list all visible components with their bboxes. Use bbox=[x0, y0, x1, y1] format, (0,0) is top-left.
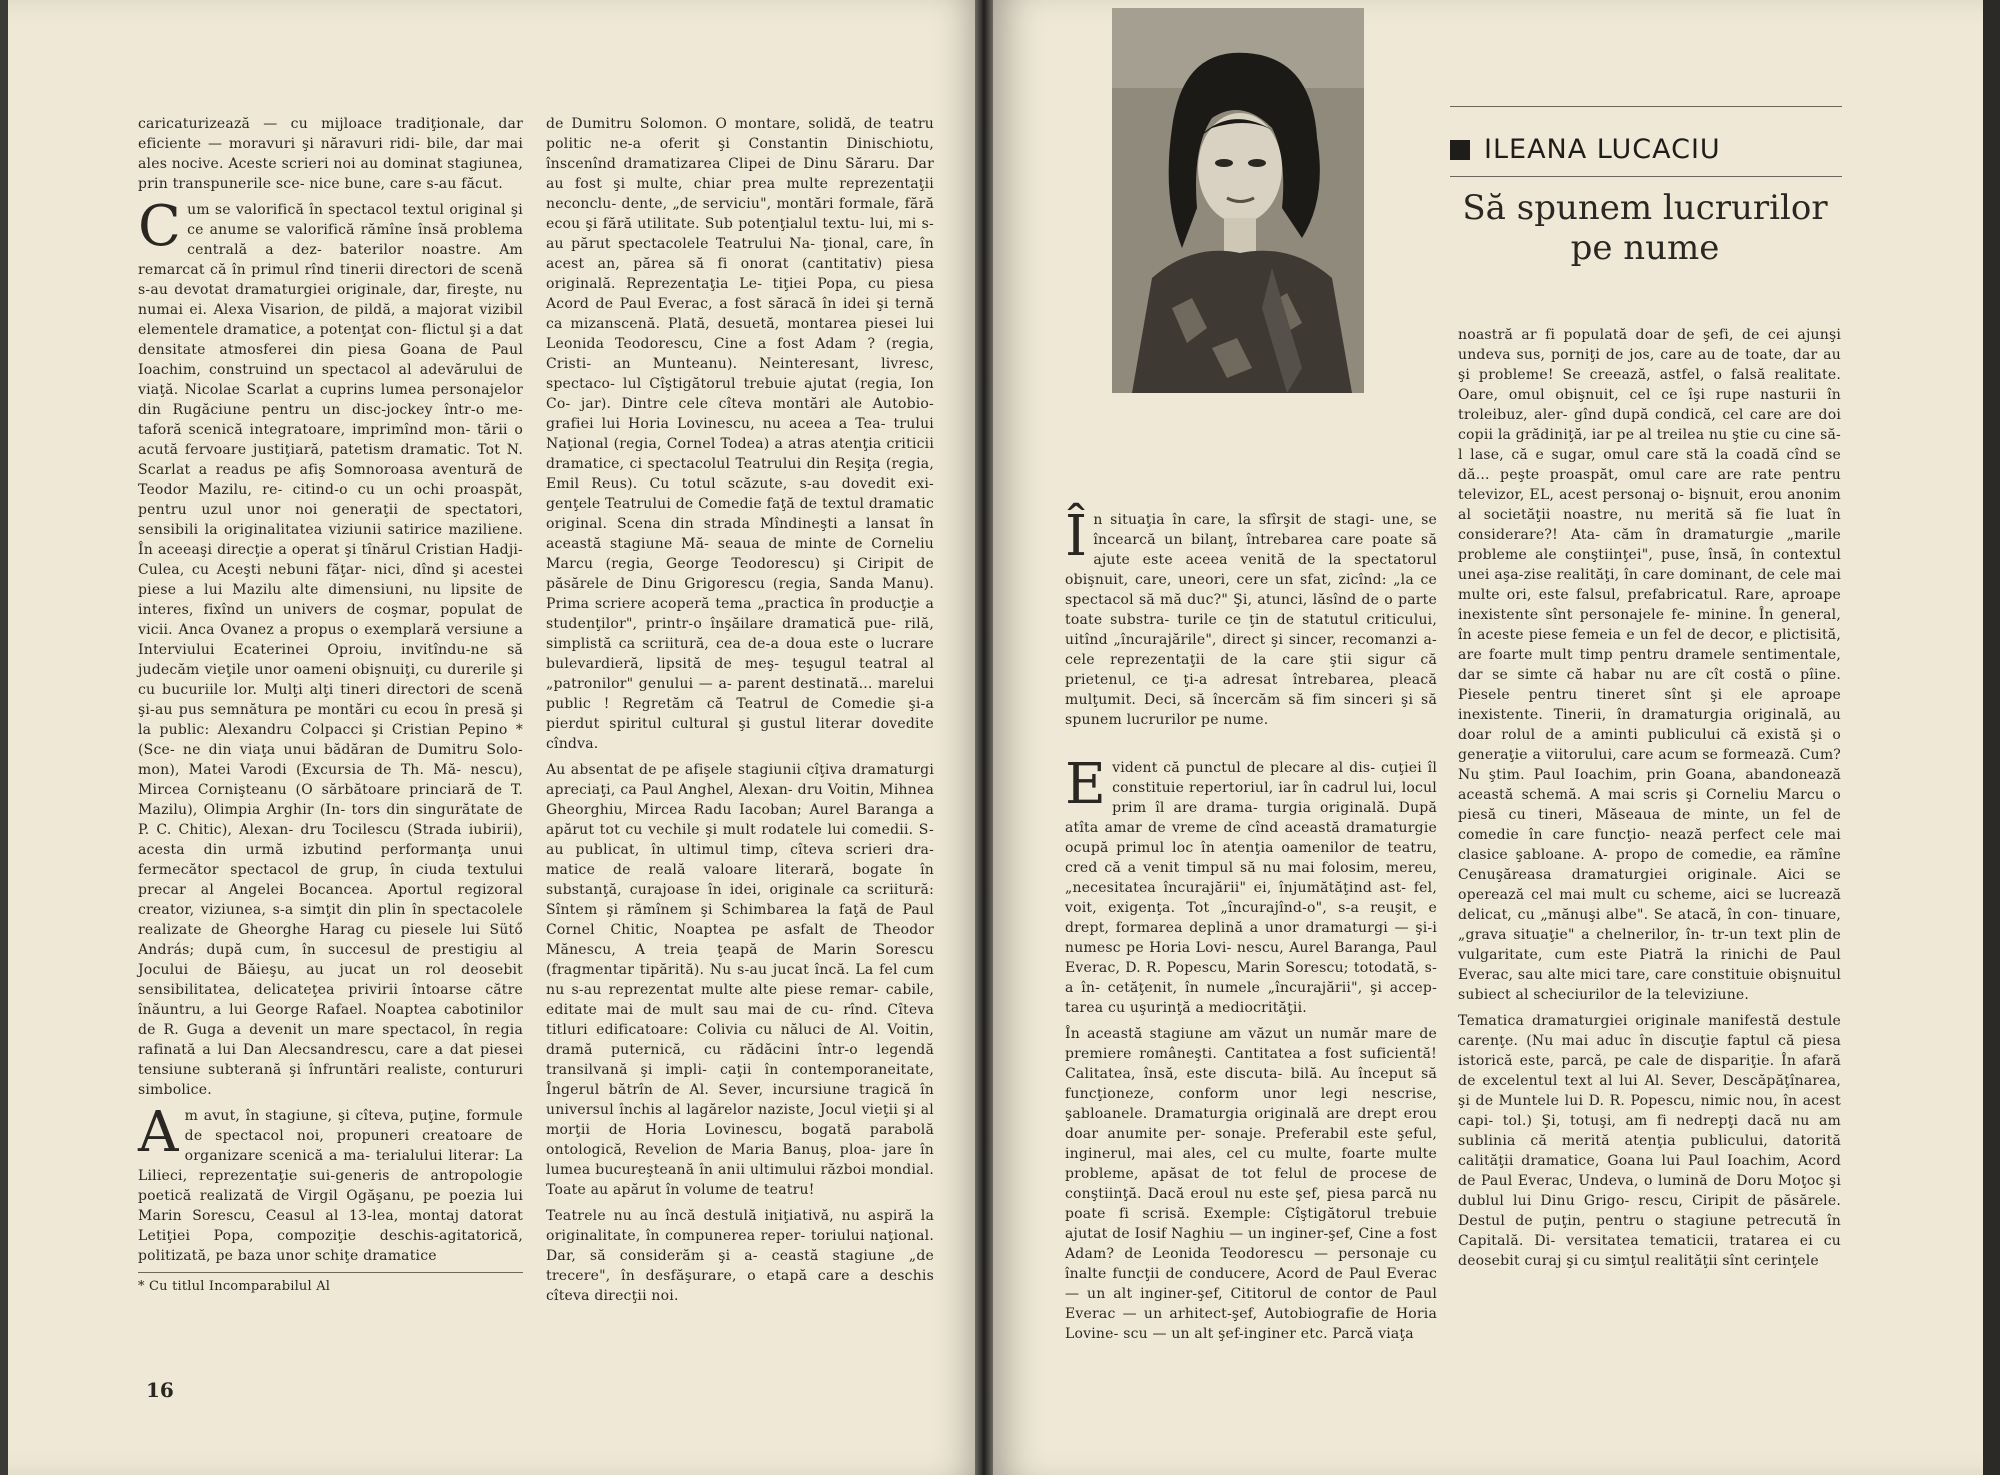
left-column-1 bbox=[138, 114, 523, 1297]
right-column-2 bbox=[1458, 325, 1841, 1277]
square-bullet-icon bbox=[1450, 140, 1470, 160]
right-column-1 bbox=[1065, 504, 1437, 1350]
page-number: 16 bbox=[146, 1378, 174, 1402]
paragraph: Tematica dramaturgiei originale manifestă destule carenţe. (Nu mai aduc în discuţie faptul că piesa istorică este, parcă, pe cale de dispariţie. În afară de excelentul text al lui Al. Sever, Descăpăţînarea, şi de Muntele lui D. R. Popescu, nimic nou, în acest capi- tol.) Şi, totuşi, am fi nedrepţi dacă nu am sublinia că merită atenţia publicului, datorită calităţii dramatice, Goana lui Paul Ioachim, Acord de Paul Everac, Undeva, o lumină de Doru Moţoc şi dublul lui Dinu Grigo- rescu, Ciripit de păsărele. Destul de puţin, pentru o stagiune petrecută în Capitală. Di- versitatea tematicii, tratarea ei cu deosebit curaj şi cu simţul realităţii sînt cerinţele bbox=[1458, 1013, 1841, 1269]
divider bbox=[1450, 176, 1842, 177]
left-page bbox=[8, 0, 983, 1475]
portrait-image bbox=[1112, 8, 1364, 393]
paragraph: caricaturizează — cu mijloace tradiţionale, dar eficiente — moravuri şi năravuri ridi- bile, dar mai ales nocive. Aceste scrieri noi au dominat stagiunea, prin transpunerile sce- nice bune, care s-au făcut. bbox=[138, 116, 523, 192]
paragraph: Cum se valorifică în spectacol textul original şi ce anume se valorifică rămîne însă problema centrală a dez- baterilor noastre. Am remarcat că în primul rînd tinerii directori de scenă s-au devotat dramaturgiei originale, dar, fireşte, nu numai ei. Alexa Visarion, de pildă, a majorat vizibil elementele dramatice, a potenţat con- flictul şi a dat densitate atmosferei din piesa Goana de Paul Ioachim, construind un spectacol al adevărului de viaţă. Nicolae Scarlat a cuprins lumea personajelor din Rugăciune pentru un disc-jockey într-o me- taforă scenică integratoare, imprimînd mon- tării o acută fervoare justiţiară, patetism dramatic. Tot N. Scarlat a readus pe afiş Somnoroasa aventură de Teodor Mazilu, re- citind-o cu un ochi proaspăt, pentru uzul unor noi generaţii de spectatori, sensibili la originalitatea viziunii satirice maziliene. În aceeaşi direcţie a operat şi tînărul Cristian Hadji-Culea, cu Aceşti nebuni făţar- nici, dînd şi acestei piese a lui Mazilu alte dimensiuni, nu lipsite de interes, fixînd un univers de coşmar, populat de vicii. Anca Ovanez a propus o exemplară versiune a Interviului Ecaterinei Oproiu, invitîndu-ne să judecăm vieţile unor oameni obişnuiţi, cu durerile şi cu bucuriile lor. Mulţi alţi tineri directori de scenă şi-au pus semnătura pe montări cu ecou în presă şi la public: Alexandru Colpacci şi Cristian Pepino * (Sce- ne din viaţa unui bădăran de Dumitru Solo- mon), Matei Varodi (Excursia de Th. Mă- nescu), Mircea Cornişteanu (O sărbătoare princiară de T. Mazilu), Olimpia Arghir (In- tors din singurătate de P. C. Chitic), Alexan- dru Tocilescu (Strada iubirii), acesta din urmă izbutind performanţa unui fermecător spectacol de grup, în ciuda textului precar al Angelei Bocancea. Aportul regizoral creator, viziunea, s-a simţit din plin în spectacolele realizate de Gheorghe Harag cu piesele lui Sütő András; după cum, în succesul de prestigiu al Jocului de Băieşu, au jucat un rol deosebit sensibilitatea, delicateţea privirii întoarse către înăuntru, a lui George Rafael. Noaptea cabotinilor de R. Guga a devenit un mare spectacol, în regia rafinată a lui Dan Alecsandrescu, care a dat piesei tensiune subterană şi înfruntări realiste, contururi simbolice. bbox=[138, 194, 523, 1098]
paragraph: Evident că punctul de plecare al dis- cuţiei îl constituie repertoriul, iar în cadrul lui, locul prim îl are drama- turgia originală. După atîta amar de vreme de cînd această dramaturgie ocupă primul loc în atenţia oamenilor de teatru, cred că a venit timpul să nu mai folosim, mereu, „necesitatea încurajării" ei, înjumătăţind ast- fel, voit, exigenţa. Tot „încurajînd-o", s-a reuşit, e drept, formarea deplină a unor dramaturgi — şi-i numesc pe Horia Lovi- nescu, Aurel Baranga, Paul Everac, D. R. Popescu, Marin Sorescu; totodată, s-a în- cetăţenit, în numele „încurajării", şi accep- tarea cu uşurinţă a mediocrităţii. bbox=[1065, 752, 1437, 1016]
paragraph: Teatrele nu au încă destulă iniţiativă, nu aspiră la originalitate, în compunerea reper- toriului naţional. Dar, să considerăm şi a- ceastă stagiune „de trecere", în desfăşurare, o etapă care a deschis cîteva direcţii noi. bbox=[546, 1208, 934, 1304]
book-binding bbox=[975, 0, 993, 1475]
paragraph: noastră ar fi populată doar de şefi, de cei ajunşi undeva sus, porniţi de jos, care au de toate, dar au şi probleme! Se creează, astfel, o falsă realitate. Oare, omul obişnuit, cel ce îşi rupe nasturii în troleibuz, aler- gînd după condică, cel care are doi copii la grădiniţă, iar pe al treilea nu ştie cu cine să-l lase, că e sugar, omul care stă la coadă cînd se dă... peşte proaspăt, omul care are rate pentru televizor, EL, acest personaj o- bişnuit, erou anonim al societăţii noastre, nu merită să fie luat în considerare?! Ata- căm în dramaturgie „marile probleme ale conştiinţei", puse, însă, în contextul unei aşa-zise realităţi, în care dominant, de cele mai multe ori, este falsul, prefabricatul. Rare, aproape inexistente sînt personajele fe- minine. În general, în aceste piese femeia e un fel de decor, e plictisită, are foarte mult timp pentru dramele sentimentale, dar se simte că habar nu are cît costă o pîine. Piesele pentru tineret sînt şi ele aproape inexistente. Tinerii, în dramaturgia originală, au doar rolul de a aminti publicului că există şi o generaţie a viitorului, care acum se formează. Cum? Nu ştim. Paul Ioachim, prin Goana, abandonează această schemă. A mai scris şi Corneliu Marcu o piesă cu tineri, Măseaua de minte, un fel de comedie în care funcţio- nează perfect cele mai clasice şabloane. A- propo de comedie, ea rămîne Cenuşăreasa dramaturgiei originale. Aici se operează cel mai mult cu scheme, aici se lucrează delicat, cu „mănuşi albe". Se atacă, în con- tinuare, „grava situaţie" a chelnerilor, în- tr-un text plin de vulgaritate, cum este Piatră la rinichi de Paul Everac, sau alte mici tare, care constituie obişnuitul subiect al scheciurilor de la televiziune. bbox=[1458, 327, 1841, 1003]
author-heading bbox=[1450, 134, 1870, 165]
footnote: * Cu titlul Incomparabilul Al bbox=[138, 1272, 523, 1297]
author-name: ILEANA LUCACIU bbox=[1484, 134, 1721, 165]
author-photo bbox=[1112, 8, 1364, 393]
paragraph: Au absentat de pe afişele stagiunii cîţiva dramaturgi apreciaţi, ca Paul Anghel, Alexan- dru Voitin, Mihnea Gheorghiu, Mircea Radu Iacoban; Aurel Baranga a apărut tot cu vechile şi mult rodatele lui comedii. S-au publicat, în ultimul timp, cîteva scrieri dra- matice de reală valoare literară, bogate în substanţă, curajoase în idei, originale ca scriitură: Sîntem şi rămînem şi Schimbarea la faţă de Paul Cornel Chitic, Noaptea pe asfalt de Theodor Mănescu, A treia ţeapă de Marin Sorescu (fragmentar tipărită). Nu s-au jucat încă. La fel cum nu s-au reprezentat multe alte piese remar- cabile, editate mai de mult sau mai de cu- rînd. Cîteva titluri edificatoare: Colivia cu năluci de Al. Voitin, dramă puternică, cu rădăcini într-o legendă transilvană şi impli- caţii în contemporaneitate, Îngerul bătrîn de Al. Sever, incursiune tragică în universul închis al lagărelor naziste, Jocul vieţii şi al morţii de Horia Lovinescu, bogată parabolă ontologică, Revelion de Maria Banuş, ploa- jare în lumea bucureşteană în anii ultimului război mondial. Toate au apărut în volume de teatru! bbox=[546, 762, 934, 1198]
paragraph: de Dumitru Solomon. O montare, solidă, de teatru politic ne-a oferit şi Constantin Dinischiotu, înscenînd dramatizarea Clipei de Dinu Săraru. Dar au fost şi multe, chiar prea multe reprezentaţii neconclu- dente, „de serviciu", montări formale, fără ecou şi fără utilitate. Sub potenţialul textu- lui, mi s-au părut spectacolele Teatrului Na- ţional, care, în acest an, părea să fi onorat (cantitativ) piesa originală. Reprezentaţia Le- tiţiei Popa, cu piesa Acord de Paul Everac, a fost săracă în idei şi ternă ca mizanscenă. Plată, desuetă, montarea piesei lui Leonida Teodorescu, Cine a fost Adam ? (regia, Cristi- an Munteanu). Neinteresant, livresc, spectaco- lul Cîştigătorul trebuie ajutat (regia, Ion Co- jar). Dintre cele cîteva montări ale Autobio- grafiei lui Horia Lovinescu, nu aceea a Tea- trului Naţional (regia, Cornel Todea) a atras atenţia criticii dramatice, ci spectacolul Teatrului din Reşiţa (regia, Emil Reus). Cu totul scăzute, s-au dovedit exi- genţele Teatrului de Comedie faţă de textul dramatic original. Scena din strada Mîndineşti a lansat în această stagiune Mă- seaua de minte de Corneliu Marcu (regia, George Teodorescu) şi Ciripit de păsărele de Dinu Grigorescu (regia, Sanda Manu). Prima scriere acoperă tema „practica în producţie a studenţilor", printr-o înşăilare dramatică pue- rilă, simplistă ca scriitură, cea de-a doua este o lucrare bulevardieră, lipsită de meş- teşugul teatral al „patronilor" genului — a- parent destinată... marelui public ! Regretăm că Teatrul de Comedie şi-a pierdut spiritul cultural şi gustul literar dovedite cîndva. bbox=[546, 116, 934, 752]
article-title: Să spunem lucrurilor pe nume bbox=[1462, 188, 1828, 268]
left-column-2 bbox=[546, 114, 934, 1312]
paragraph: În această stagiune am văzut un număr mare de premiere româneşti. Cantitatea a fost suficientă! Calitatea, însă, este discuta- bilă. Au început să funcţioneze, conform unor legi nescrise, şabloanele. Dramaturgia originală are drept erou doar anumite per- sonaje. Preferabil este şeful, inginerul, mai ales, cel cu multe, foarte multe probleme, apăsat de tot felul de procese de conştiinţă. Dacă eroul nu este şef, piesa parcă nu poate fi scrisă. Exemple: Cîştigătorul trebuie ajutat de Iosif Naghiu — un inginer-şef, Cine a fost Adam? de Leonida Teodorescu — personaje cu înalte funcţii de conducere, Acord de Paul Everac — un alt inginer-şef, Cititorul de contor de Paul Everac — un arhitect-şef, Autobiografie de Horia Lovine- scu — un alt şef-inginer etc. Parcă viaţa bbox=[1065, 1026, 1437, 1342]
paragraph: Am avut, în stagiune, şi cîteva, puţine, formule de spectacol noi, propuneri creatoare de organizare scenică a ma- terialului literar: La Lilieci, reprezentaţie sui-generis de antropologie poetică realizată de Virgil Ogăşanu, pe poezia lui Marin Sorescu, Ceasul al 13-lea, montaj datorat Letiţiei Popa, compoziţie deschis-agitatorică, politizată, pe baza unor schiţe dramatice bbox=[138, 1100, 523, 1264]
paragraph: În situaţia în care, la sfîrşit de stagi- une, se încearcă un bilanţ, întrebarea care poate să ajute este aceea venită de la spectatorul obişnuit, care, uneori, cere un sfat, zicînd: „la ce spectacol să mă duc?" Şi, atunci, lăsînd de o parte toate substra- turile ce ţin de statutul criticului, uitînd „încurajările", direct şi sincer, recomanzi a- cele reprezentaţii de la care ştii sigur că prietenul, ce ţi-a adresat întrebarea, pleacă mulţumit. Deci, să încercăm să fim sinceri şi să spunem lucrurilor pe nume. bbox=[1065, 504, 1437, 728]
divider bbox=[1450, 106, 1842, 107]
book-edge bbox=[1983, 0, 2000, 1475]
